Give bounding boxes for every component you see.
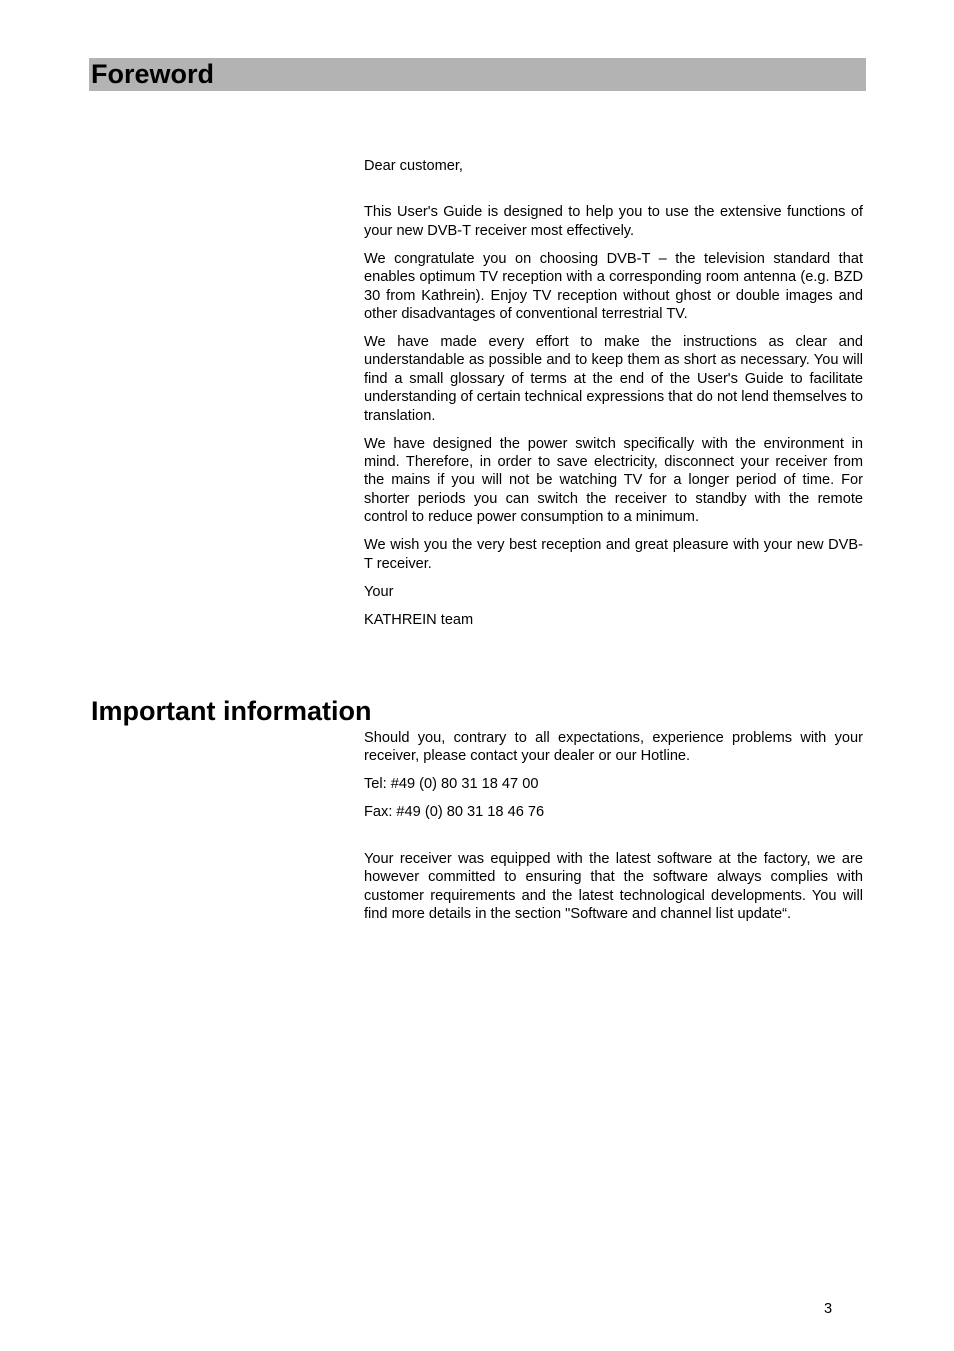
salutation: Dear customer, <box>364 158 463 174</box>
foreword-header-bar <box>89 58 866 91</box>
signature: KATHREIN team <box>364 611 474 628</box>
foreword-body <box>364 157 863 639</box>
foreword-title: Foreword <box>91 59 215 89</box>
foreword-paragraph-1: This User's Guide is designed to help you to use the extensive functions of your new DVB-T receiver most effectively. <box>364 204 863 239</box>
foreword-paragraph-5: We wish you the very best reception and great pleasure with your new DVB-T receiver. <box>364 537 863 572</box>
foreword-paragraph-2: We congratulate you on choosing DVB-T – the television standard that enables optimum TV reception with a corresponding room antenna (e.g. BZD 30 from Kathrein). Enjoy TV reception without ghost or double images and other disadvantages of conventional terrestrial TV. <box>364 250 863 323</box>
page-number: 3 <box>824 1301 833 1317</box>
hotline-fax: Fax: #49 (0) 80 31 18 46 76 <box>364 804 545 821</box>
foreword-paragraph-4: We have designed the power switch specifically with the environment in mind. Therefore, in order to save electricity, disconnect your receiver from the mains if you will not be watching TV for a longer period of time. For shorter periods you can switch the receiver to standby with the remote control to reduce power consumption to a minimum. <box>364 435 863 526</box>
important-body <box>364 729 863 933</box>
important-intro: Should you, contrary to all expectations, experience problems with your receiver, please contact your dealer or our Hotline. <box>364 730 863 765</box>
hotline-tel: Tel: #49 (0) 80 31 18 47 00 <box>364 776 539 793</box>
closing: Your <box>364 583 394 600</box>
foreword-paragraph-3: We have made every effort to make the instructions as clear and understandable as possible and to keep them as short as necessary. You will find a small glossary of terms at the end of the User's Guide to facilitate understanding of certain technical expressions that do not lend themselves to translation. <box>364 334 863 424</box>
software-paragraph: Your receiver was equipped with the latest software at the factory, we are however committed to ensuring that the software always complies with customer requirements and the latest technological developments. You will find more details in the section "Software and channel list update“. <box>364 850 863 923</box>
important-title: Important information <box>91 696 372 726</box>
